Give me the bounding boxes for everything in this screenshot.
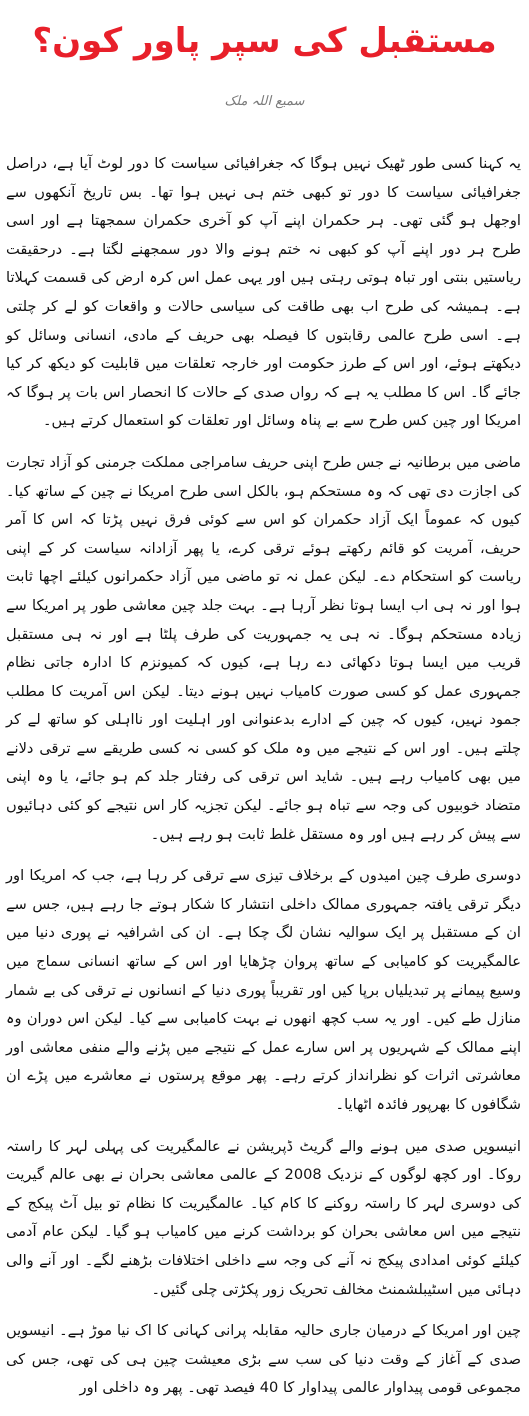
paragraph: دوسری طرف چین امیدوں کے برخلاف تیزی سے ترقی کر رہا ہے، جب کہ امریکا اور دیگر ترقی یافتہ جمہوری ممالک داخلی انتشار کا شکار ہوتے جا رہے ہیں، جس سے ان کے مستقبل پر ایک سوالیہ نشان لگ چکا ہے۔ ان کی اشرافیہ نے پوری دنیا میں عالمگیریت کو کامیابی کے ساتھ پروان چڑھایا اور اس کے ساتھ انسانی سماج میں وسیع پیمانے پر تبدیلیاں برپا کیں اور تقریباً پوری دنیا کے انسانوں نے ترقی کی بے شمار منازل طے کیں۔ اور یہ سب کچھ انھوں نے بہت کامیابی سے کیا۔ لیکن اس دوران وہ اپنے ممالک کے شہریوں پر اس سارے عمل کے نتیجے میں پڑنے والے منفی معاشی اور معاشرتی اثرات کو نظرانداز کرتے رہے۔ پھر موقع پرستوں نے معاشرے میں پڑے ان شگافوں کا بھرپور فائدہ اٹھایا۔ xyxy=(6,867,521,1113)
paragraph: ماضی میں برطانیہ نے جس طرح اپنی حریف سامراجی مملکت جرمنی کو آزاد تجارت کی اجازت دی تھی کہ وہ مستحکم ہو، بالکل اسی طرح امریکا نے چین کے ساتھ کیا۔ کیوں کہ عموماً ایک آزاد حکمران کو اس سے کوئی فرق نہیں پڑتا کہ اس کا آمر حریف، آمریت کو قائم رکھتے ہوئے ترقی کرے، یا پھر آزادانہ سیاست کر کے اپنی ریاست کو استحکام دے۔ لیکن عمل نہ تو ماضی میں آزاد حکمرانوں کیلئے اچھا ثابت ہوا اور نہ ہی اب ایسا ہوتا نظر آرہا ہے۔ بہت جلد چین معاشی طور پر امریکا سے زیادہ مستحکم ہوگا۔ نہ ہی یہ جمہوریت کی طرف پلٹا ہے اور نہ ہی مستقبل قریب میں ایسا ہوتا دکھائی دے رہا ہے، کیوں کہ کمیونزم کا ادارہ جاتی نظام جمہوری عمل کو کسی صورت کامیاب نہیں ہونے دیتا۔ لیکن اس آمریت کا مطلب جمود نہیں، کیوں کہ چین کے ادارے بدعنوانی اور اہلیت اور نااہلی کو ساتھ لے کر چلتے ہیں۔ اور اس کے نتیجے میں وہ ملک کو کسی نہ کسی طریقے سے ترقی دلانے میں بھی کامیاب رہے ہیں۔ شاید اس ترقی کی رفتار جلد کم ہو جائے، یا وہ اپنی متضاد خوبیوں کی وجہ سے تباہ ہو جائے۔ لیکن تجزیہ کار اس نتیجے کو کئی دہائیوں سے پیش کر رہے ہیں اور وہ مستقل غلط ثابت ہو رہے ہیں۔ xyxy=(6,453,521,843)
article-body xyxy=(6,150,521,1416)
article-title: مستقبل کی سپر پاور کون؟ xyxy=(32,21,497,61)
author-byline: سمیع اللہ ملک xyxy=(224,94,305,109)
paragraph: انیسویں صدی میں ہونے والے گریٹ ڈپریشن نے عالمگیریت کی پہلی لہر کا راستہ روکا۔ اور کچھ لوگوں کے نزدیک 2008 کے عالمی معاشی بحران نے بھی عالم گیریت کی دوسری لہر کا راستہ روکنے کا کام کیا۔ عالمگیریت کا نظام تو بیل آٹ پیکج کے نتیجے میں اس معاشی بحران کو برداشت کرنے میں کامیاب ہو گیا۔ لیکن عام آدمی کیلئے کوئی امدادی پیکج نہ آنے کی وجہ سے داخلی اختلافات بڑھنے لگے۔ اور آنے والی دہائی میں اسٹیبلشمنٹ مخالف تحریک زور پکڑتی چلی گئیں۔ xyxy=(6,1137,521,1298)
paragraph: چین اور امریکا کے درمیان جاری حالیہ مقابلہ پرانی کہانی کا اک نیا موڑ ہے۔ انیسویں صدی کے آغاز کے وقت دنیا کی سب سے بڑی معیشت چین ہی کی تھی، جس کی مجموعی قومی پیداوار عالمی پیداوار کا 40 فیصد تھی۔ پھر وہ داخلی اور xyxy=(6,1322,521,1397)
paragraph: یہ کہنا کسی طور ٹھیک نہیں ہوگا کہ جغرافیائی سیاست کا دور لوٹ آیا ہے، دراصل جغرافیائی سیاست کا دور تو کبھی ختم ہی نہیں ہوا تھا۔ بس تاریخ آنکھوں سے اوجھل ہو گئی تھی۔ ہر حکمران اپنے آپ کو آخری حکمران سمجھتا ہے اور اسی طرح ہر دور اپنے آپ کو کبھی نہ ختم ہونے والا دور سمجھنے لگتا ہے۔ درحقیقت ریاستیں بنتی اور تباہ ہوتی رہتی ہیں اور یہی عمل اس کرہ ارض کی قسمت کہلاتا ہے۔ ہمیشہ کی طرح اب بھی طاقت کی سیاسی حالات و واقعات کو لے کر چلتی ہے۔ اسی طرح عالمی رقابتوں کا فیصلہ بھی حریف کے مادی، انسانی وسائل کو دیکھتے ہوئے، اور اس کے طرز حکومت اور خارجہ تعلقات میں قابلیت کو دیکھ کر کیا جائے گا۔ اس کا مطلب یہ ہے کہ رواں صدی کے حالات کا انحصار اس بات پر ہوگا کہ امریکا اور چین کس طرح سے بے پناہ وسائل اور تعلقات کو استعمال کرتے ہیں۔ xyxy=(6,155,521,430)
